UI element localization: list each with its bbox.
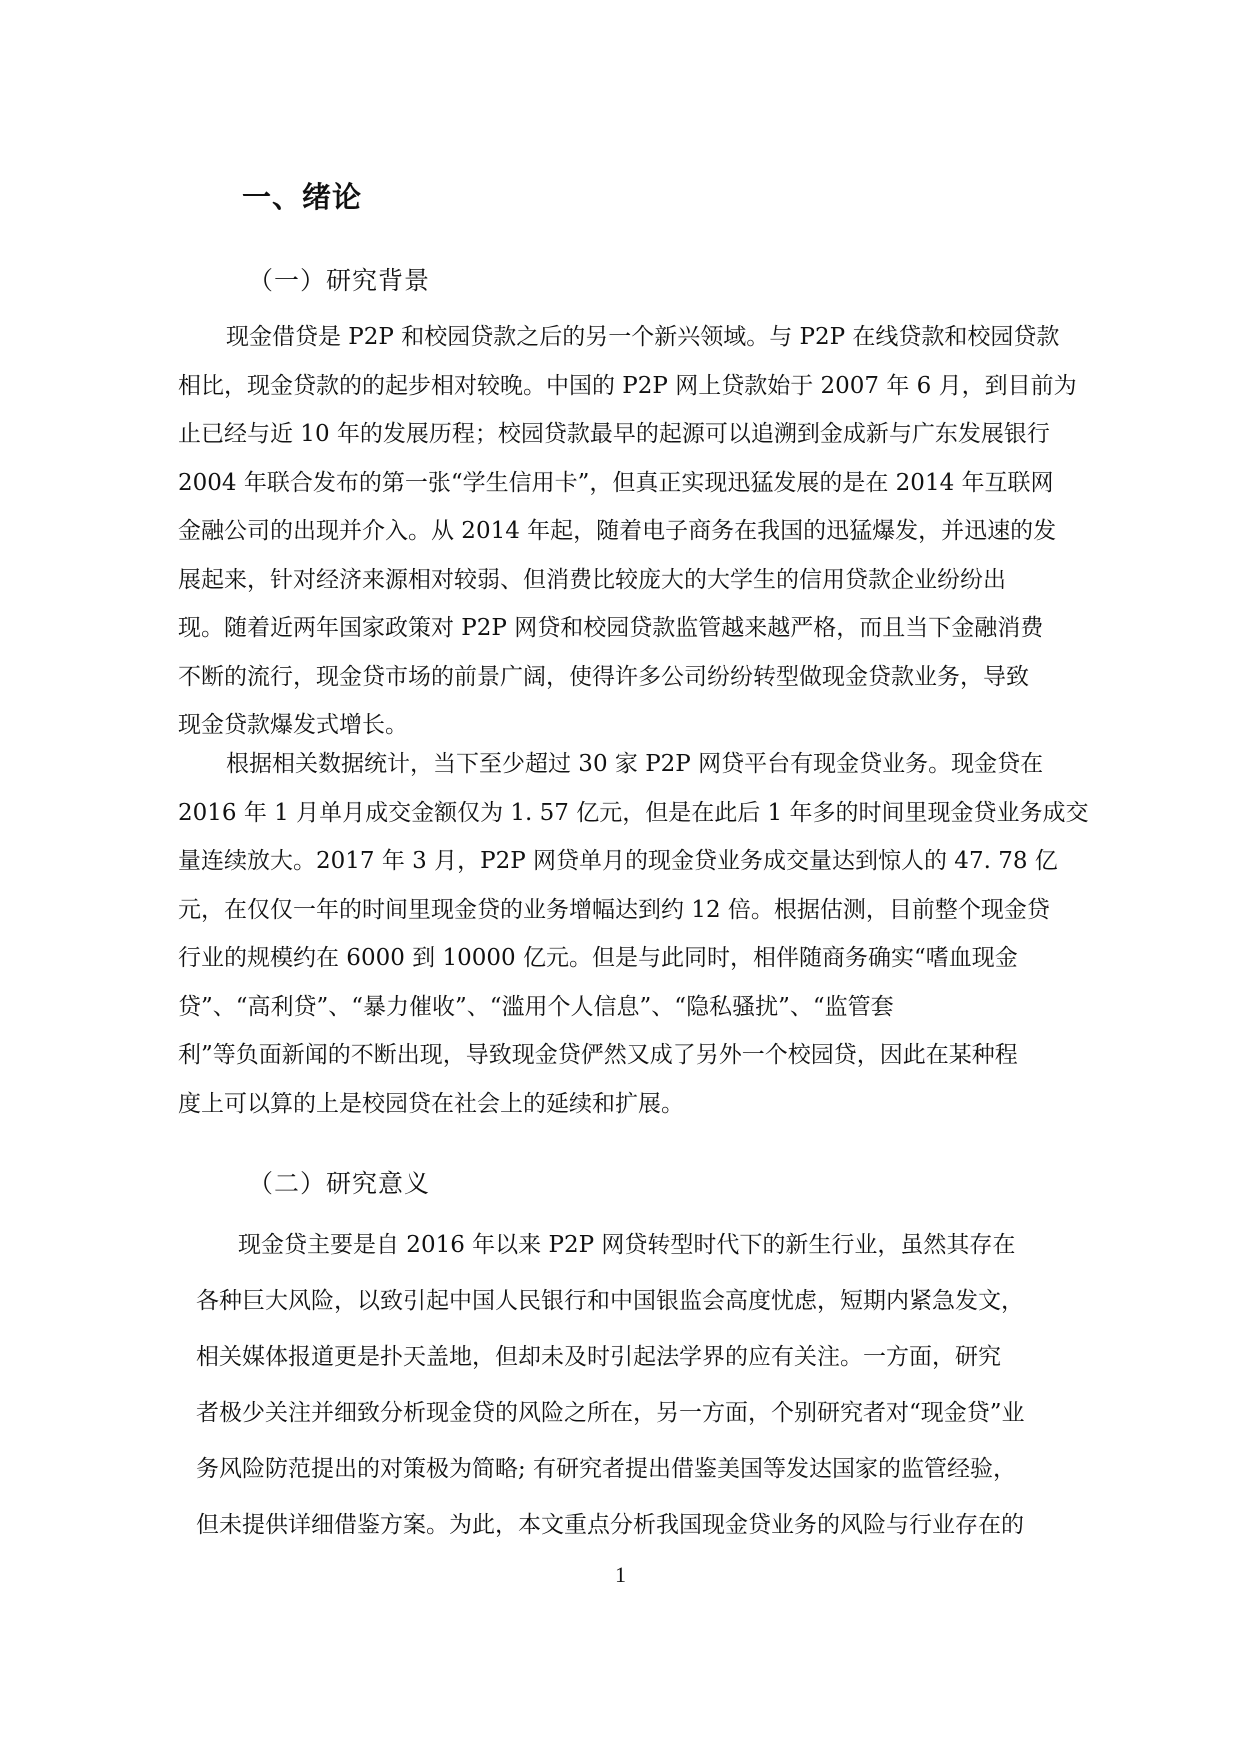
text-line: 行业的规模约在 6000 到 10000 亿元。但是与此同时，相伴随商务确实“嗜血现金 [178, 945, 1018, 971]
text-line: 现金借贷是 P2P 和校园贷款之后的另一个新兴领域。与 P2P 在线贷款和校园贷款 [226, 324, 1060, 350]
chapter-heading: 一、绪论 [242, 180, 363, 214]
significance-paragraph-1 [196, 1217, 1111, 1553]
text-line: 相关媒体报道更是扑天盖地，但却未及时引起法学界的应有关注。一方面，研究 [196, 1344, 1001, 1370]
text-line: 度上可以算的上是校园贷在社会上的延续和扩展。 [178, 1090, 684, 1117]
text-line: 相比，现金贷款的的起步相对较晚。中国的 P2P 网上贷款始于 2007 年 6 月，到目前为 [178, 372, 1077, 399]
text-line: 不断的流行，现金贷市场的前景广阔，使得许多公司纷纷转型做现金贷款业务，导致 [178, 663, 1029, 690]
text-line: 现金贷主要是自 2016 年以来 P2P 网贷转型时代下的新生行业，虽然其存在 [238, 1232, 1016, 1258]
text-line: 现金贷款爆发式增长。 [178, 712, 408, 738]
text-line: 2004 年联合发布的第一张“学生信用卡”，但真正实现迅猛发展的是在 2014 年互联网 [178, 469, 1054, 496]
text-line: 利”等负面新闻的不断出现，导致现金贷俨然又成了另外一个校园贷，因此在某种程 [178, 1042, 1018, 1068]
text-line: 止已经与近 10 年的发展历程；校园贷款最早的起源可以追溯到金成新与广东发展银行 [178, 421, 1050, 447]
text-line: 者极少关注并细致分析现金贷的风险之所在，另一方面，个别研究者对“现金贷”业 [196, 1400, 1025, 1426]
text-line: 2016 年 1 月单月成交金额仅为 1. 57 亿元，但是在此后 1 年多的时间里现金贷业务成交 [178, 799, 1089, 826]
text-line: 务风险防范提出的对策极为简略; 有研究者提出借鉴美国等发达国家的监管经验， [196, 1456, 1017, 1482]
text-line: 但未提供详细借鉴方案。为此，本文重点分析我国现金贷业务的风险与行业存在的 [196, 1512, 1024, 1538]
page-number: 1 [615, 1562, 626, 1587]
text-line: 量连续放大。2017 年 3 月，P2P 网贷单月的现金贷业务成交量达到惊人的 47. 78 亿 [178, 848, 1058, 874]
section-heading-significance: （二）研究意义 [248, 1169, 431, 1198]
text-line: 展起来，针对经济来源相对较弱、但消费比较庞大的大学生的信用贷款企业纷纷出 [178, 566, 1006, 593]
text-line: 根据相关数据统计，当下至少超过 30 家 P2P 网贷平台有现金贷业务。现金贷在 [226, 751, 1044, 777]
text-line: 各种巨大风险，以致引起中国人民银行和中国银监会高度忧虑，短期内紧急发文， [196, 1288, 1024, 1314]
text-line: 贷”、“高利贷”、“暴力催收”、“滥用个人信息”、“隐私骚扰”、“监管套 [178, 993, 894, 1020]
background-paragraph-2 [178, 740, 1113, 1128]
text-line: 元，在仅仅一年的时间里现金贷的业务增幅达到约 12 倍。根据估测，目前整个现金贷 [178, 896, 1050, 923]
background-paragraph-1 [178, 313, 1113, 750]
text-line: 现。随着近两年国家政策对 P2P 网贷和校园贷款监管越来越严格，而且当下金融消费 [178, 615, 1044, 641]
section-heading-background: （一）研究背景 [248, 266, 431, 295]
text-line: 金融公司的出现并介入。从 2014 年起，随着电子商务在我国的迅猛爆发，并迅速的发 [178, 518, 1057, 544]
